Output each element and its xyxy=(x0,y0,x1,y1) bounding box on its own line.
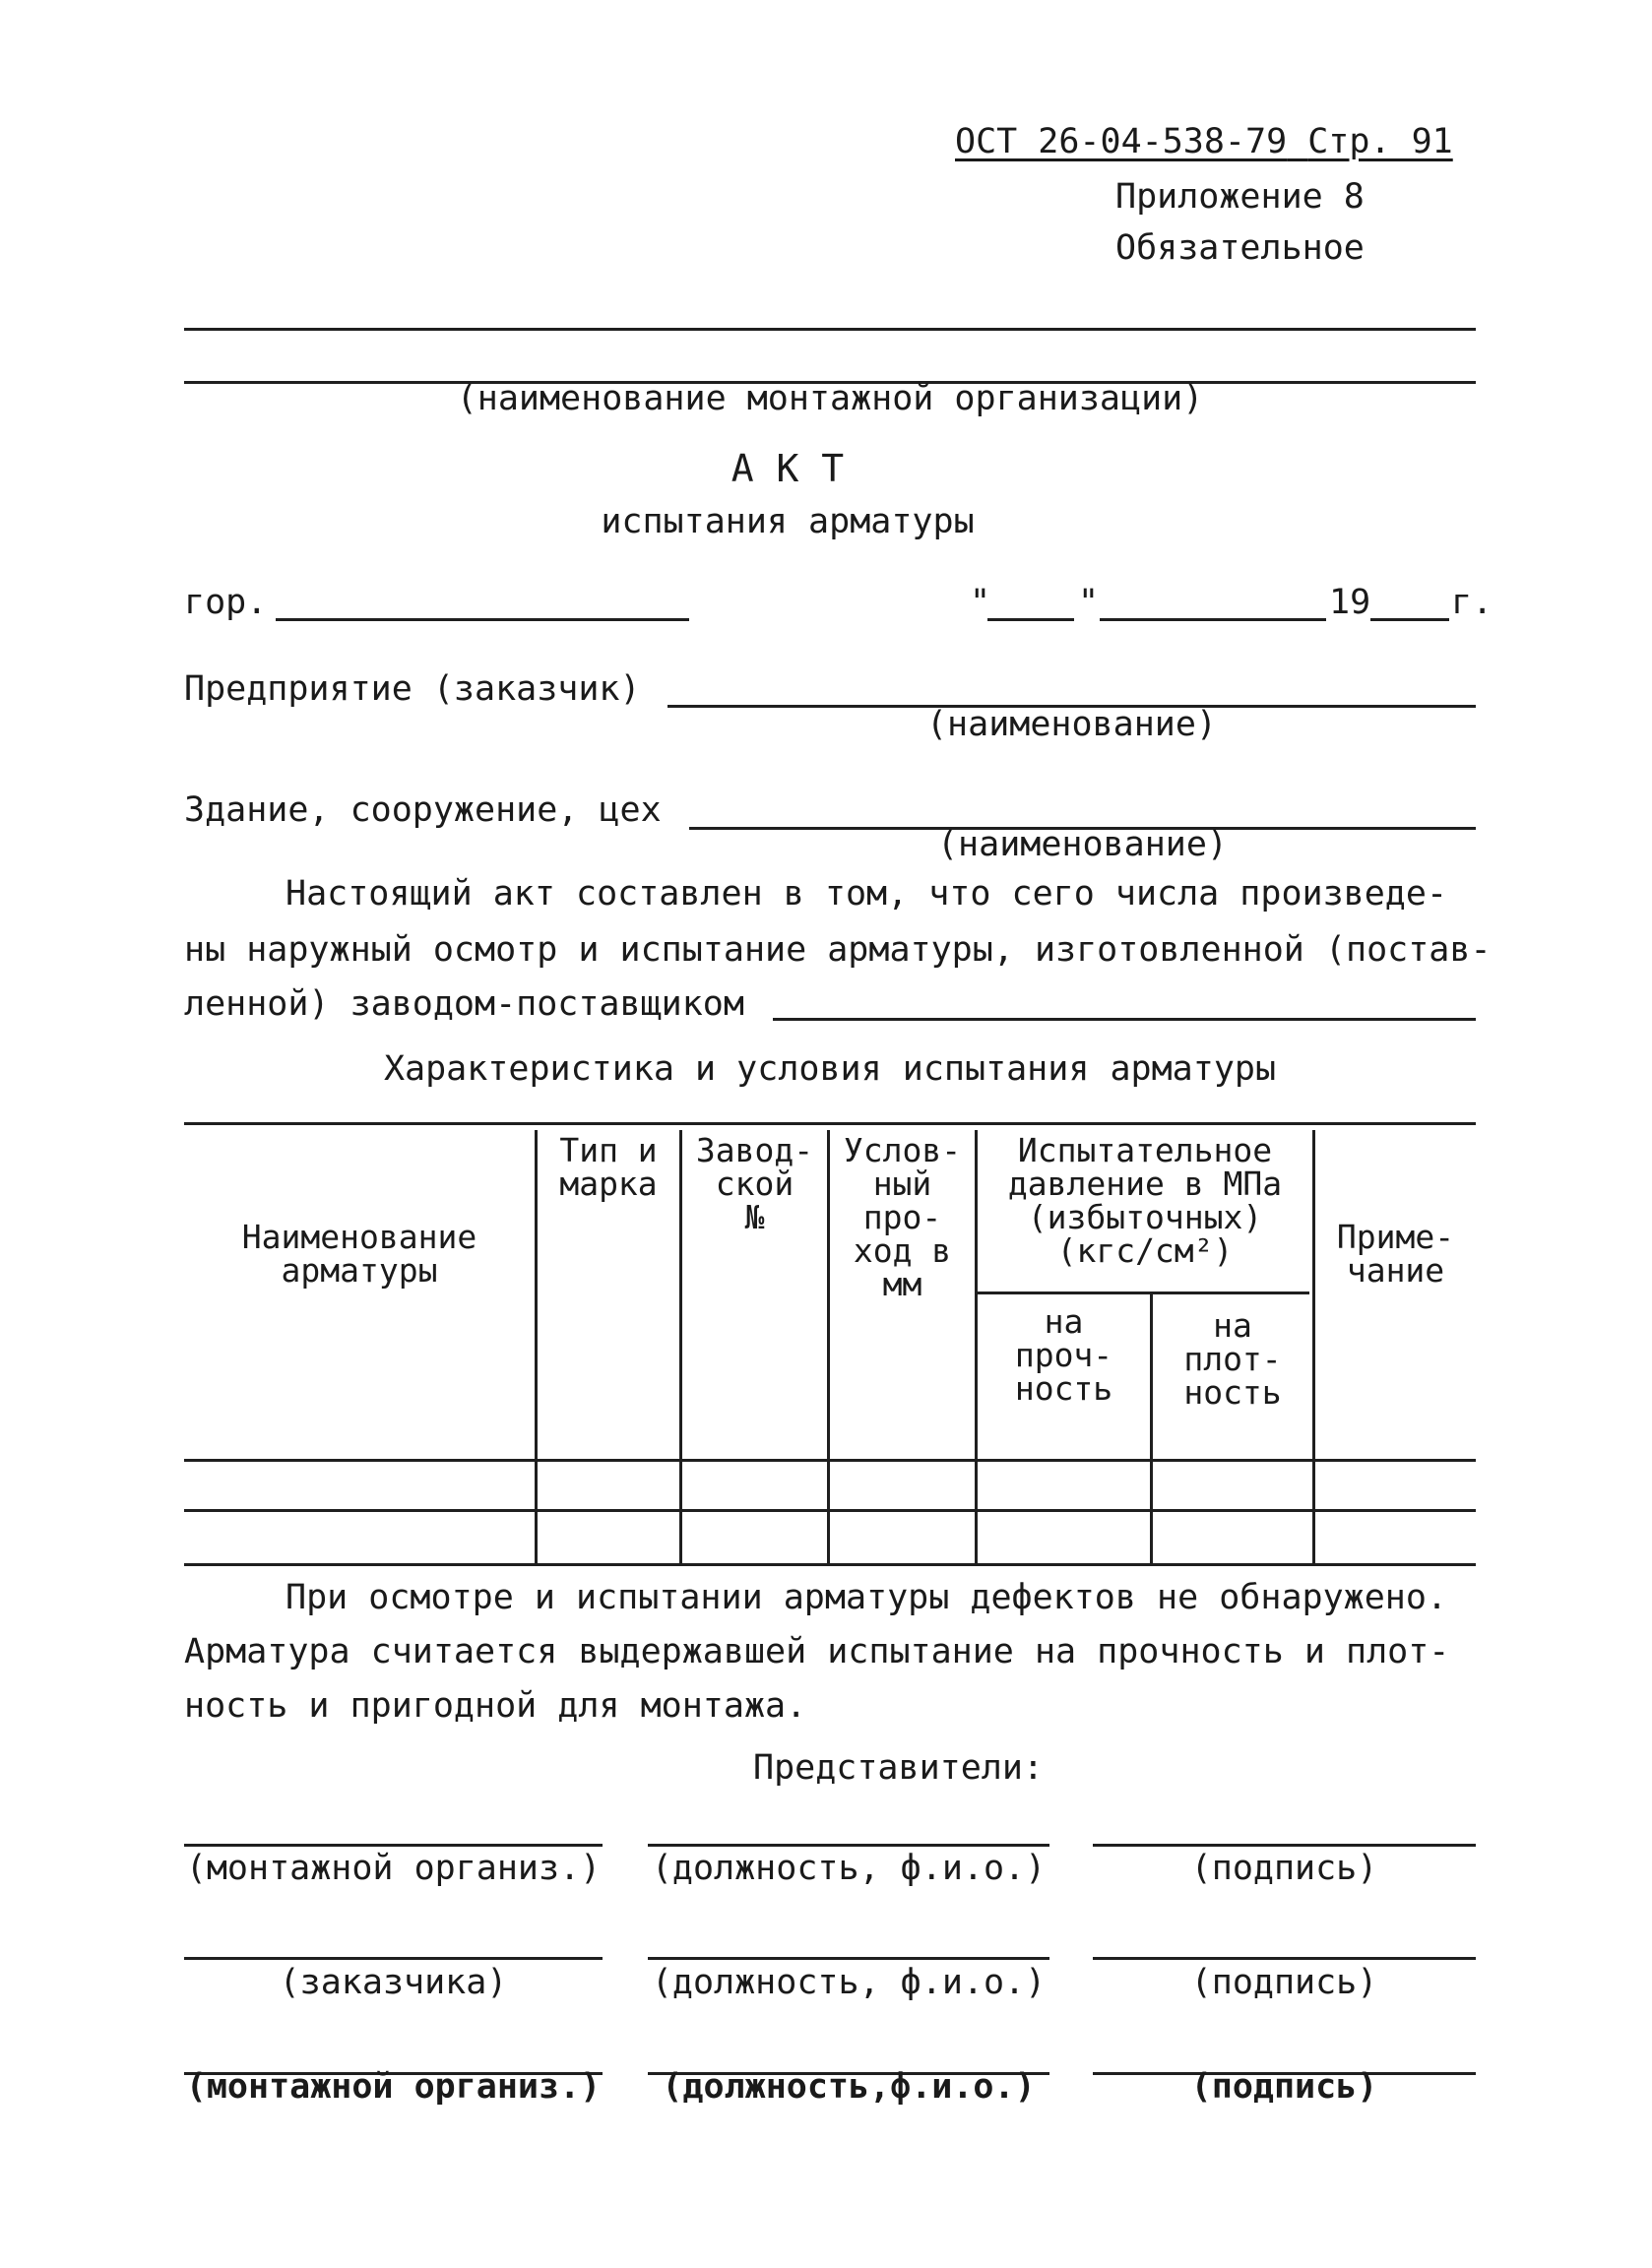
city-label: гор. xyxy=(184,583,268,622)
signature-line xyxy=(1093,1957,1476,1960)
header-strength-line: проч- xyxy=(1014,1336,1113,1374)
city-line xyxy=(276,618,689,621)
signature-line xyxy=(184,1957,603,1960)
date-quote-close: " xyxy=(1078,583,1100,622)
header-note-line: чание xyxy=(1346,1251,1445,1290)
header-diameter xyxy=(830,1131,975,1303)
header-strength-line: на xyxy=(1044,1302,1084,1341)
header-name xyxy=(184,1218,535,1290)
header-density-line: на xyxy=(1213,1306,1252,1345)
header-factory-line: № xyxy=(744,1198,765,1236)
date-year-line xyxy=(1370,618,1449,621)
page-number: Стр. 91 xyxy=(1307,122,1453,161)
body-line-3: ленной) заводом-поставщиком xyxy=(184,984,744,1024)
signature-line xyxy=(648,1957,1049,1960)
org-caption: (наименование монтажной организации) xyxy=(456,379,1204,418)
conclusion-line-3: ность и пригодной для монтажа. xyxy=(184,1686,807,1726)
table-title: Характеристика и условия испытания арматуры xyxy=(383,1049,1277,1089)
header-density-line: ность xyxy=(1183,1373,1282,1412)
standard-number: ОСТ 26-04-538-79 xyxy=(955,122,1288,161)
header-type-line: марка xyxy=(559,1165,658,1203)
signature-line xyxy=(184,1844,603,1847)
header-pressure-line: (кгс/см²) xyxy=(1056,1231,1234,1270)
header-strength xyxy=(978,1302,1150,1408)
header-factory-number xyxy=(682,1131,827,1236)
supplier-line xyxy=(773,1018,1476,1021)
header-density xyxy=(1153,1306,1312,1412)
table-top-border xyxy=(184,1122,1476,1125)
header-note xyxy=(1315,1218,1476,1290)
header-pressure-line: давление в МПа xyxy=(1007,1165,1283,1203)
header-diameter-line: ный xyxy=(872,1165,932,1203)
date-year-prefix: 19 xyxy=(1329,583,1371,622)
date-year-suffix: г. xyxy=(1451,583,1493,622)
signature-sign-caption: (подпись) xyxy=(1190,1849,1378,1888)
col-divider-6 xyxy=(1312,1130,1315,1563)
conclusion-line-1: При осмотре и испытании арматуры дефектов не обнаружено. xyxy=(286,1578,1448,1617)
signature-position-caption: (должность,ф.и.о.) xyxy=(662,2067,1036,2107)
header-density-line: плот- xyxy=(1183,1340,1282,1378)
representatives-label: Представители: xyxy=(753,1748,1045,1788)
enterprise-label: Предприятие (заказчик) xyxy=(184,669,641,709)
header-name-line: Наименование xyxy=(241,1218,477,1256)
conclusion-line-2: Арматура считается выдержавшей испытание на прочность и плот- xyxy=(184,1632,1450,1671)
appendix-status: Обязательное xyxy=(1115,228,1365,268)
header-type-line: Тип и xyxy=(559,1131,658,1169)
building-label: Здание, сооружение, цех xyxy=(184,790,662,830)
signature-line xyxy=(1093,1844,1476,1847)
header-pressure xyxy=(978,1131,1312,1270)
signature-position-caption: (должность, ф.и.о.) xyxy=(651,1849,1047,1888)
body-line-1: Настоящий акт составлен в том, что сего числа произведе- xyxy=(286,874,1448,914)
org-line-1 xyxy=(184,328,1476,331)
header-factory-line: ской xyxy=(715,1165,794,1203)
header-diameter-line: мм xyxy=(882,1265,922,1303)
header-name-line: арматуры xyxy=(281,1251,438,1290)
header-pressure-line: Испытательное xyxy=(1017,1131,1273,1169)
body-line-2: ны наружный осмотр и испытание арматуры, изготовленной (постав- xyxy=(184,930,1492,970)
table-row-1-bottom xyxy=(184,1509,1476,1512)
document-subtitle: испытания арматуры xyxy=(601,502,975,541)
building-caption: (наименование) xyxy=(936,825,1228,864)
header-factory-line: Завод- xyxy=(695,1131,814,1169)
signature-org-caption: (заказчика) xyxy=(279,1963,508,2002)
header-strength-line: ность xyxy=(1014,1369,1113,1408)
table-header-bottom xyxy=(184,1459,1476,1462)
header-diameter-line: про- xyxy=(862,1198,942,1236)
signature-org-caption: (монтажной организ.) xyxy=(185,1849,602,1888)
enterprise-caption: (наименование) xyxy=(925,705,1217,744)
document-title: А К Т xyxy=(731,447,845,490)
appendix-label: Приложение 8 xyxy=(1115,177,1365,217)
signature-sign-caption: (подпись) xyxy=(1190,2067,1378,2107)
table-row-2-bottom xyxy=(184,1563,1476,1566)
header-note-line: Приме- xyxy=(1336,1218,1455,1256)
date-quote-open: " xyxy=(970,583,991,622)
pressure-subheader-line xyxy=(975,1292,1309,1294)
header-pressure-line: (избыточных) xyxy=(1027,1198,1263,1236)
signature-position-caption: (должность, ф.и.о.) xyxy=(651,1963,1047,2002)
signature-line xyxy=(648,1844,1049,1847)
signature-sign-caption: (подпись) xyxy=(1190,1963,1378,2002)
date-day-line xyxy=(987,618,1074,621)
standard-reference xyxy=(955,122,1453,161)
date-month-line xyxy=(1100,618,1326,621)
signature-org-caption: (монтажной организ.) xyxy=(185,2067,602,2107)
header-diameter-line: Услов- xyxy=(843,1131,962,1169)
header-diameter-line: ход в xyxy=(853,1231,952,1270)
header-type xyxy=(538,1131,679,1203)
